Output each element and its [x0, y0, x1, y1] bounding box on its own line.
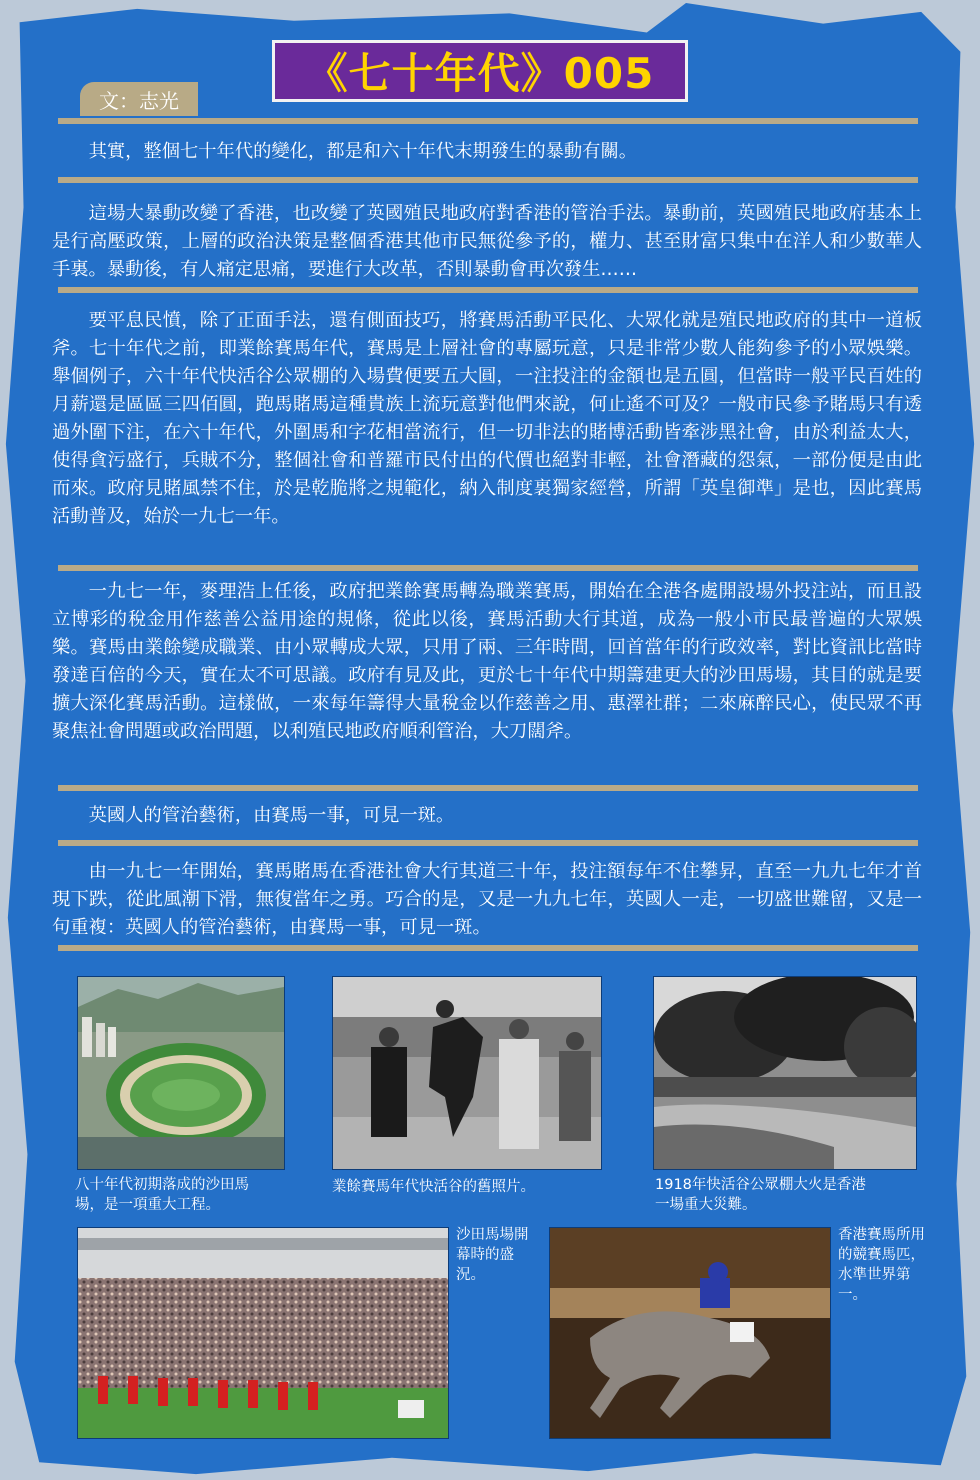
- fire-1918-photo: [653, 976, 917, 1170]
- author-tag: 文：志光: [80, 82, 198, 116]
- page-title: 《七十年代》005: [305, 49, 655, 98]
- title-box: [272, 40, 688, 102]
- shatin-opening-photo: [77, 1227, 449, 1439]
- paragraph-2: 這場大暴動改變了香港，也改變了英國殖民地政府對香港的管治手法。暴動前，英國殖民地政府基本上是行高壓政策，上層的政治決策是整個香港其他市民無從參予的，權力、甚至財富只集中在洋人和少數華人手裏。暴動後，有人痛定思痛，要進行大改革，否則暴動會再次發生……: [52, 203, 922, 280]
- caption-opening: 沙田馬場開幕時的盛況。: [456, 1227, 529, 1283]
- caption-racehorse: 香港賽馬所用的競賽馬匹，水準世界第一。: [838, 1227, 925, 1303]
- divider: [58, 840, 918, 846]
- paragraph-3: 要平息民憤，除了正面手法，還有側面技巧，將賽馬活動平民化、大眾化就是殖民地政府的其中一道板斧。七十年代之前，即業餘賽馬年代，賽馬是上層社會的專屬玩意，只是非常少數人能夠參予的小眾娛樂。舉個例子，六十年代快活谷公眾棚的入場費便要五大圓，一注投注的金額也是五圓，但當時一般平民百姓的月薪還是區區三四佰圓，跑馬賭馬這種貴族上流玩意對他們來說，何止遙不可及？一般市民參予賭馬只有透過外圍下注，在六十年代，外圍馬和字花相當流行，但一切非法的賭博活動皆牽涉黑社會，由於利益太大，使得貪污盛行，兵賊不分，整個社會和普羅市民付出的代價也絕對非輕，社會潛藏的怨氣，一部份便是由此而來。政府見賭風禁不住，於是乾脆將之規範化，納入制度裏獨家經營，所謂「英皇御準」是也，因此賽馬活動普及，始於一九七一年。: [52, 310, 922, 527]
- paragraph-5: 英國人的管治藝術，由賽馬一事，可見一斑。: [88, 805, 455, 826]
- divider: [58, 177, 918, 183]
- caption-fire-1918: 1918年快活谷公眾棚大火是香港一場重大災難。: [655, 1177, 866, 1213]
- paragraph-6: 由一九七一年開始，賽馬賭馬在香港社會大行其道三十年，投注額每年不住攀昇，直至一九九七年才首現下跌，從此風潮下滑，無復當年之勇。巧合的是，又是一九九七年，英國人一走，一切盛世難留，又是一句重複：英國人的管治藝術，由賽馬一事，可見一斑。: [52, 861, 922, 938]
- amateur-era-old-photo: [332, 976, 602, 1170]
- divider: [58, 118, 918, 124]
- divider: [58, 287, 918, 293]
- caption-old-photo: 業餘賽馬年代快活谷的舊照片。: [332, 1179, 535, 1195]
- racehorse-photo: [549, 1227, 831, 1439]
- divider: [58, 785, 918, 791]
- caption-shatin-aerial: 八十年代初期落成的沙田馬場，是一項重大工程。: [75, 1177, 249, 1213]
- divider: [58, 565, 918, 571]
- paragraph-4: 一九七一年，麥理浩上任後，政府把業餘賽馬轉為職業賽馬，開始在全港各處開設場外投注站，而且設立博彩的稅金用作慈善公益用途的規條，從此以後，賽馬活動大行其道，成為一般小市民最普遍的大眾娛樂。賽馬由業餘變成職業、由小眾轉成大眾，只用了兩、三年時間，回首當年的行政效率，對比資訊比當時發達百倍的今天，實在太不可思議。政府有見及此，更於七十年代中期籌建更大的沙田馬場，其目的就是要擴大深化賽馬活動。這樣做，一來每年籌得大量稅金以作慈善之用、惠澤社群；二來麻醉民心，使民眾不再聚焦社會問題或政治問題，以利殖民地政府順利管治，大刀闊斧。: [52, 581, 922, 742]
- paragraph-1: 其實，整個七十年代的變化，都是和六十年代末期發生的暴動有關。: [88, 141, 638, 162]
- divider: [58, 945, 918, 951]
- shatin-racecourse-aerial-photo: [77, 976, 285, 1170]
